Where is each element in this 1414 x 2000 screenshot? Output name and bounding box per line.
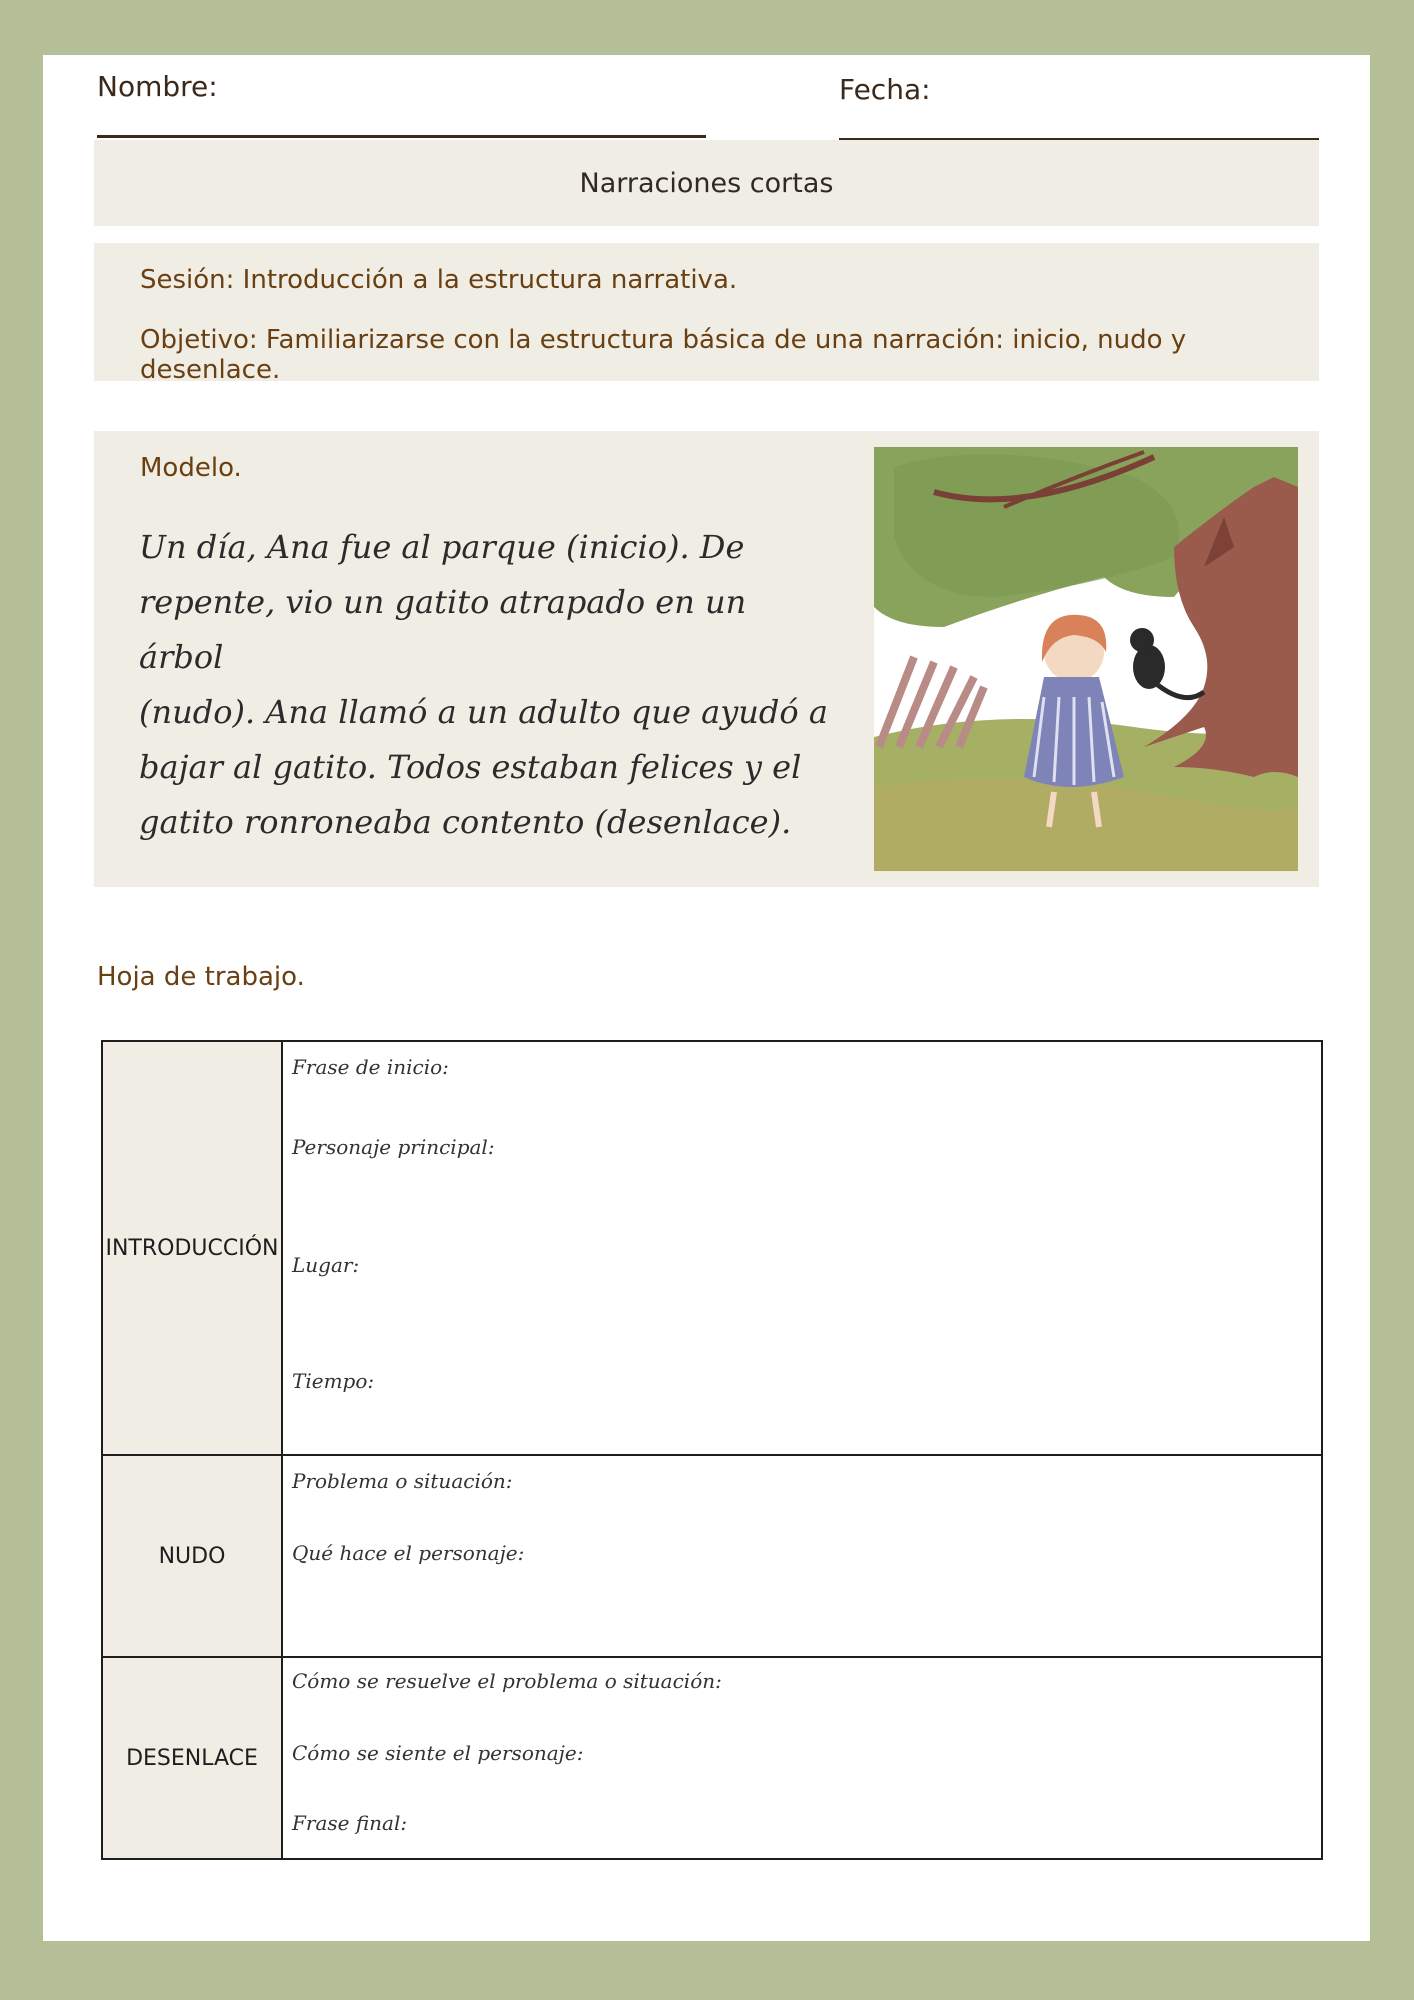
- objective-line: Objetivo: Familiarizarse con la estructura básica de una narración: inicio, nudo y desenlace.: [140, 325, 1187, 385]
- section-nudo-label: NUDO: [102, 1455, 282, 1657]
- model-line: bajar al gatito. Todos estaban felices y el: [139, 748, 802, 786]
- prompt: Tiempo:: [292, 1369, 375, 1393]
- table-row: [102, 1657, 1322, 1859]
- model-line: Un día, Ana fue al parque (inicio). De: [139, 528, 745, 566]
- section-desenlace-label: DESENLACE: [102, 1657, 282, 1859]
- session-band: [94, 243, 1319, 385]
- prompt: Qué hace el personaje:: [292, 1541, 525, 1565]
- model-heading: Modelo.: [140, 453, 242, 483]
- table-row: [102, 1455, 1322, 1657]
- section-nudo-area[interactable]: [282, 1455, 1322, 1657]
- worksheet-heading: Hoja de trabajo.: [97, 962, 305, 992]
- date-label: Fecha:: [839, 73, 931, 106]
- worksheet-table: [101, 1040, 1323, 1860]
- model-line: (nudo). Ana llamó a un adulto que ayudó a: [139, 693, 828, 731]
- section-introduccion-label: INTRODUCCIÓN: [102, 1041, 282, 1455]
- page-title: Narraciones cortas: [579, 167, 834, 199]
- prompt: Cómo se resuelve el problema o situación:: [292, 1669, 722, 1693]
- section-desenlace-area[interactable]: [282, 1657, 1322, 1859]
- model-line: gatito ronroneaba contento (desenlace).: [139, 803, 792, 841]
- prompt: Cómo se siente el personaje:: [292, 1741, 584, 1765]
- section-introduccion-area[interactable]: [282, 1041, 1322, 1455]
- prompt: Problema o situación:: [292, 1469, 513, 1493]
- session-line: Sesión: Introducción a la estructura narrativa.: [140, 265, 738, 295]
- prompt: Lugar:: [292, 1253, 360, 1277]
- name-label: Nombre:: [97, 70, 218, 103]
- name-line[interactable]: [97, 135, 706, 138]
- prompt: Frase de inicio:: [292, 1055, 449, 1079]
- prompt: Frase final:: [292, 1811, 408, 1835]
- girl-cat-tree-illustration: [874, 447, 1298, 871]
- model-line: repente, vio un gatito atrapado en un árbol: [139, 583, 747, 676]
- table-row: [102, 1041, 1322, 1455]
- model-story: [139, 520, 839, 850]
- title-band: [94, 140, 1319, 226]
- prompt: Personaje principal:: [292, 1135, 495, 1159]
